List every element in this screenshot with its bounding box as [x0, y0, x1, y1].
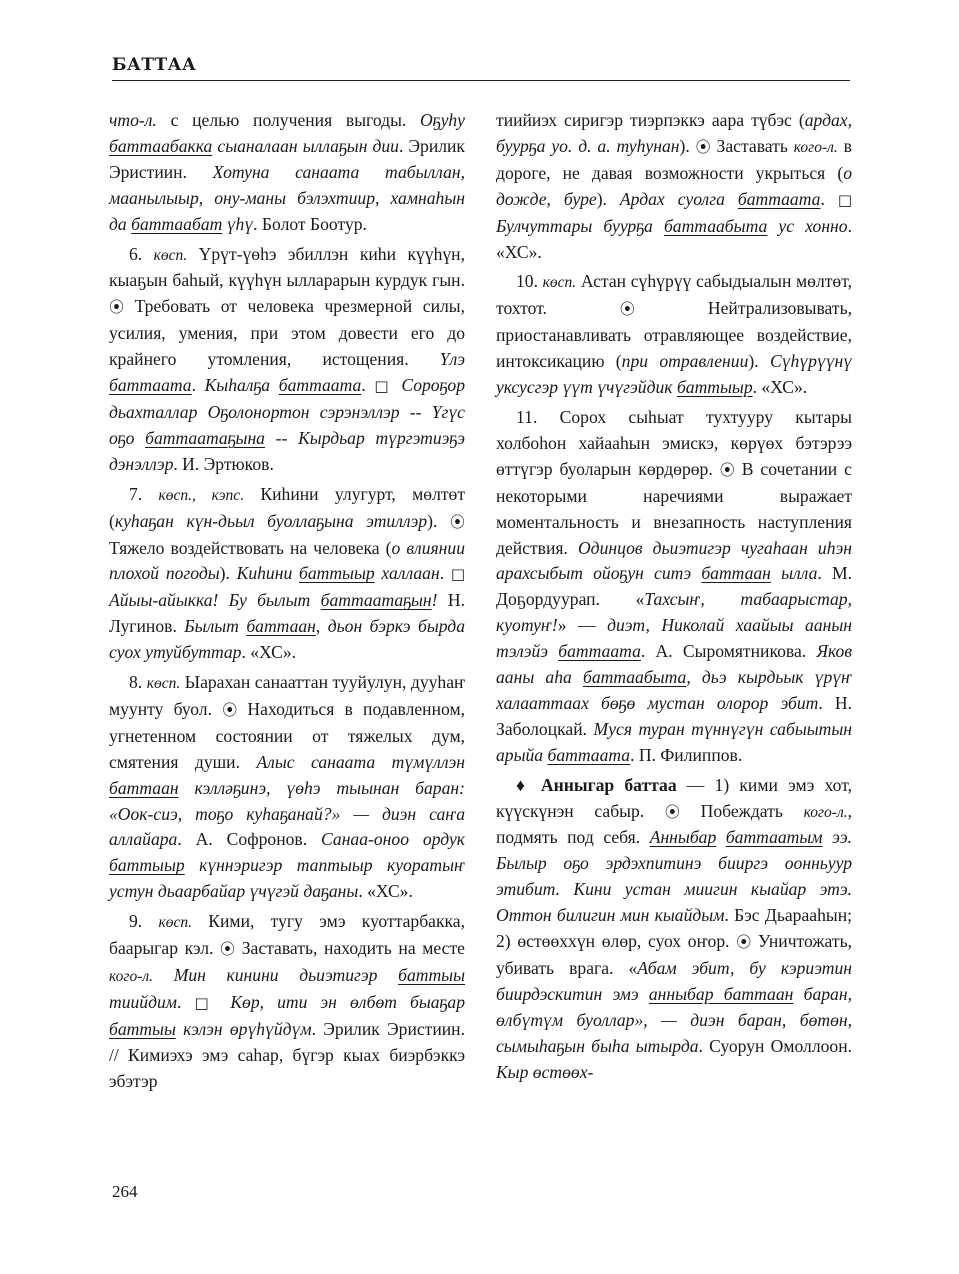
- txt: Ардах суолга: [619, 188, 725, 209]
- txt: баттаата: [737, 188, 821, 209]
- txt: Айыы-айыкка! Бу былыт: [109, 590, 311, 611]
- txt: Одинцов дьиэтигэр чугаһаан иһэн арахсыбыт ойоҕун ситэ: [496, 537, 852, 584]
- txt: Киһини улугурт, мөлтөт (: [109, 483, 466, 531]
- txt: ).: [679, 135, 696, 156]
- txt: . М. Доҕордуурап. «: [496, 563, 852, 610]
- entry-paragraph: [109, 108, 465, 238]
- entry-paragraph: [109, 670, 465, 905]
- txt: халлаан: [381, 563, 440, 584]
- txt: 8.: [129, 672, 147, 693]
- txt: Астан сүһүрүү сабыдыалын мөлтөт, тохтот.: [496, 271, 852, 319]
- txt: Требовать от человека чрезмерной силы, усилия, умения, при этом довести его до крайнего утомления, истощения.: [109, 296, 465, 370]
- txt: баттаата: [278, 375, 362, 396]
- txt: баттаата: [109, 375, 192, 396]
- txt: [134, 428, 145, 448]
- target-marker-icon: ⦿: [220, 940, 236, 959]
- txt: Кыр өстөөх-: [496, 1061, 594, 1082]
- txt: баттаабат: [131, 213, 223, 234]
- txt: көсп.: [153, 246, 188, 264]
- left-column: [109, 108, 465, 1095]
- txt: [691, 563, 701, 583]
- target-marker-icon: ⦿: [109, 298, 125, 317]
- txt: [725, 189, 738, 209]
- txt: .: [820, 188, 838, 209]
- txt: что-л.: [109, 110, 157, 130]
- txt: баттаата: [558, 641, 641, 662]
- txt: баттаатаҕын: [320, 590, 432, 611]
- txt: !: [431, 590, 448, 611]
- txt: кого-л.: [109, 968, 154, 985]
- entry-paragraph: [496, 405, 852, 769]
- txt: көсп., кэпс.: [158, 486, 245, 504]
- entry-paragraph: [109, 482, 465, 666]
- txt: Санаа-оноо ордук: [321, 829, 465, 850]
- txt: тиийдим: [109, 991, 178, 1012]
- txt: Тяжело воздействовать на человека (: [109, 537, 392, 558]
- txt: [179, 778, 195, 798]
- txt: . А. Софронов.: [177, 829, 322, 850]
- target-marker-icon: ⦿: [449, 512, 465, 531]
- txt: [771, 563, 781, 583]
- txt: Заставать: [710, 135, 794, 156]
- txt: Киһини: [236, 563, 293, 584]
- txt: Былыт: [184, 616, 239, 637]
- txt: ).: [748, 351, 770, 372]
- txt: о дожде, буре: [496, 162, 852, 209]
- txt: тиийиэх сиригэр тиэрпэккэ аара түбэс (: [496, 110, 805, 130]
- txt: [185, 855, 199, 875]
- txt: . Болот Боотур.: [253, 213, 367, 234]
- txt: Үрүт-үөһэ эбиллэн киһи күүһүн, кыаҕын баһый, күүһүн ылларарын курдук гын.: [109, 243, 466, 291]
- entry-paragraph: [496, 773, 852, 1086]
- target-marker-icon: ⦿: [695, 137, 711, 156]
- txt: .: [361, 375, 375, 396]
- txt: [653, 216, 664, 236]
- txt: Абам эбит, бу кэриэтин биирдэскитин эмэ: [496, 958, 852, 1004]
- txt: ).: [596, 188, 620, 209]
- txt: баттаатаҕына: [145, 427, 265, 448]
- txt: о влиянии плохой погоды: [109, 537, 465, 584]
- txt: . «ХС».: [241, 642, 297, 663]
- txt: көсп.: [158, 914, 192, 932]
- txt: Кими, тугу эмэ куоттарбакка, баарыгар кэл.: [109, 911, 465, 959]
- txt: . «ХС».: [358, 881, 413, 902]
- txt: күннэригэр таптыыр куоратыҥ устун дьаарбайар үчүгэй даҕаны: [109, 855, 465, 902]
- txt: Сүһүрүүнү уксусгэр үүт үчүгэйдик: [496, 351, 853, 398]
- header-rule: [112, 80, 850, 81]
- txt: [292, 563, 299, 583]
- txt: . Эрилик Эристиин.: [109, 135, 465, 182]
- square-marker-icon: □: [450, 565, 465, 584]
- txt: кэлэн өрүһүйдүм: [183, 1018, 312, 1039]
- txt: Муся туран түннүгүн сабыытын арыйа: [496, 718, 852, 765]
- txt: [639, 984, 649, 1004]
- txt: Яков ааны аһа: [496, 641, 852, 688]
- txt: Побеждать: [679, 800, 804, 821]
- txt: Находиться в подавленном, угнетенном состоянии от тяжелых дум, смятения души.: [109, 698, 466, 772]
- txt: баттаабыта: [582, 667, 687, 688]
- txt: » —: [557, 615, 608, 636]
- txt: . Н. Заболоцкай.: [496, 692, 852, 739]
- txt: баттыыр: [299, 563, 375, 584]
- txt: дьон бэркэ бырда суох утуйбуттар: [109, 616, 465, 663]
- txt: [153, 965, 174, 985]
- txt: . Суорун Омоллоон.: [698, 1035, 853, 1056]
- txt: Анныгар баттаа: [540, 774, 677, 795]
- square-marker-icon: □: [194, 993, 218, 1012]
- txt: В сочетании с некоторыми наречиями выражает моментальность и внезапность наступления действия.: [496, 458, 852, 558]
- txt: . П. Филиппов.: [630, 744, 743, 765]
- txt: [716, 827, 726, 847]
- txt: . Бэс Дьарааһын; 2) өстөөххүн өлөр, суох оҥор.: [496, 905, 852, 952]
- txt: , подмять под себя.: [496, 800, 852, 848]
- txt: [270, 375, 279, 395]
- txt: Алыс санаата түмүллэн: [256, 751, 465, 772]
- txt: баттаатым: [725, 827, 823, 848]
- txt: көсп.: [542, 274, 577, 292]
- txt: баттыыр: [676, 377, 753, 398]
- txt: 6.: [129, 243, 154, 264]
- txt: с целью получения выгоды.: [156, 110, 421, 130]
- txt: анныбар баттаан: [648, 983, 794, 1004]
- target-marker-icon: ⦿: [619, 300, 635, 319]
- txt: дьэ кырдьык үрүҥ халааттаах бөҕө мустан олорор эбит: [496, 667, 853, 713]
- square-marker-icon: □: [374, 377, 393, 396]
- txt: . «ХС».: [496, 215, 852, 262]
- txt: . А. Сыромятникова.: [640, 641, 817, 662]
- txt: при отравлении: [621, 351, 749, 372]
- txt: Анныбар: [649, 827, 717, 848]
- entry-paragraph: [496, 108, 852, 265]
- txt: Хотуна санаата табыллан, маанылыыр, ону-маны бэлэхтиир, хамнаһын да: [109, 161, 465, 234]
- txt: [548, 641, 558, 661]
- txt: Мин кинини дьиэтигэр: [173, 965, 378, 985]
- running-header: БАТТАА: [112, 55, 197, 75]
- txt: ,: [686, 667, 702, 688]
- txt: . И. Эртюков.: [173, 453, 274, 474]
- txt: кого-л.: [803, 803, 848, 821]
- txt: кого-л.: [793, 138, 838, 156]
- txt: ).: [427, 510, 450, 531]
- txt: [310, 590, 320, 610]
- entry-paragraph: [109, 242, 465, 478]
- txt: 7.: [129, 483, 159, 504]
- txt: баттаан: [701, 563, 771, 584]
- diamond-marker-icon: ♦: [516, 774, 541, 795]
- txt: ылла: [781, 563, 818, 584]
- txt: -- Кырдьар түргэтиэҕэ дэнэллэр: [109, 427, 465, 474]
- target-marker-icon: ⦿: [719, 460, 735, 479]
- txt: [377, 965, 398, 985]
- txt: ээ. Былыр оҕо эрдэхпитинэ бииргэ оонньуур этибит. Кини устан миигин кыайар этэ. Оттон билигин мин кыайдым: [496, 827, 852, 926]
- txt: Көр, ити эн өлбөт быаҕар: [230, 991, 466, 1012]
- txt: диэт, Николай хаайыы аанын тэлэйэ: [496, 615, 852, 662]
- txt: баттаан: [109, 777, 179, 798]
- target-marker-icon: ⦿: [736, 933, 752, 952]
- txt: үһү: [226, 213, 254, 234]
- txt: баттаабыта: [663, 215, 768, 236]
- txt: Сороҕор дьахталлар Оҕолонортон сэрэнэллэр -- Үгүс оҕо: [109, 375, 466, 448]
- txt: Үлэ: [439, 349, 465, 370]
- txt: көсп.: [146, 675, 181, 693]
- txt: [793, 984, 803, 1004]
- txt: [823, 827, 833, 847]
- txt: ).: [219, 563, 237, 584]
- txt: [265, 428, 276, 448]
- txt: баран, өлбүтүм буоллар», — диэн баран, бөтөн, сымыһаҕын быһа ытырда: [496, 983, 852, 1056]
- txt: Н. Лугинов.: [109, 590, 466, 637]
- txt: Тахсыҥ, табаарыстар, куотуҥ!: [496, 589, 852, 636]
- txt: баттаан: [246, 616, 316, 637]
- txt: Кыһалҕа: [204, 375, 271, 396]
- txt: .: [177, 991, 195, 1012]
- txt: .: [439, 563, 451, 584]
- txt: [217, 992, 230, 1012]
- target-marker-icon: ⦿: [664, 802, 680, 821]
- txt: [767, 216, 778, 236]
- txt: . «ХС».: [752, 377, 808, 398]
- txt: [572, 667, 583, 687]
- page-number: 264: [112, 1182, 138, 1201]
- txt: ардах, буурҕа уо. д. а. туһунан: [496, 110, 852, 156]
- txt: 10.: [516, 271, 543, 292]
- txt: баттаата: [547, 744, 631, 765]
- txt: Уничтожать, убивать врага. «: [496, 931, 852, 978]
- txt: ,: [315, 616, 328, 637]
- txt: баттаабакка: [109, 135, 213, 156]
- txt: баттыы: [398, 965, 465, 985]
- txt: 9.: [129, 911, 159, 932]
- txt: сыаналаан ыллаҕын дии: [217, 135, 399, 156]
- txt: .: [191, 375, 205, 396]
- txt: в дороге, не давая возможности укрыться (: [496, 135, 852, 183]
- txt: кэлләҕинэ, үөһэ тыынан баран: «Оок-сиэ, тоҕо куһаҕанай?» — диэн саҥа аллайара: [109, 777, 465, 850]
- txt: баттыы: [109, 1018, 176, 1039]
- entry-paragraph: [496, 269, 852, 401]
- txt: куһаҕан күн-дьыл буоллаҕына этиллэр: [114, 510, 428, 531]
- txt: Заставать, находить на месте: [235, 938, 465, 959]
- txt: — 1) кими эмэ хот, күүскүнэн сабыр.: [496, 774, 852, 821]
- txt: баттыыр: [109, 855, 185, 876]
- txt: Ыарахан санааттан тууйулун, дууһаҥ муунту буол.: [109, 672, 465, 719]
- txt: 11. Сорох сыһыат тухтууру кытары холбоһон хайааһын эмискэ, көрүөх бэтэрээ өттүгэр буоларын көрдөрөр.: [496, 406, 852, 479]
- txt: . Эрилик Эристиин. // Кимиэхэ эмэ саһар, бүгэр кыах биэрбэккэ эбэтэр: [109, 1018, 465, 1091]
- entry-paragraph: [109, 909, 465, 1094]
- right-column: [496, 108, 852, 1086]
- square-marker-icon: □: [837, 190, 852, 209]
- txt: Булчуттары буурҕа: [496, 215, 653, 236]
- txt: Нейтрализовывать, приостанавливать отравляющее воздействие, интоксикацию (: [496, 298, 852, 372]
- txt: Оҕуһу: [420, 110, 465, 130]
- target-marker-icon: ⦿: [222, 700, 238, 719]
- txt: ус хонно: [778, 215, 848, 236]
